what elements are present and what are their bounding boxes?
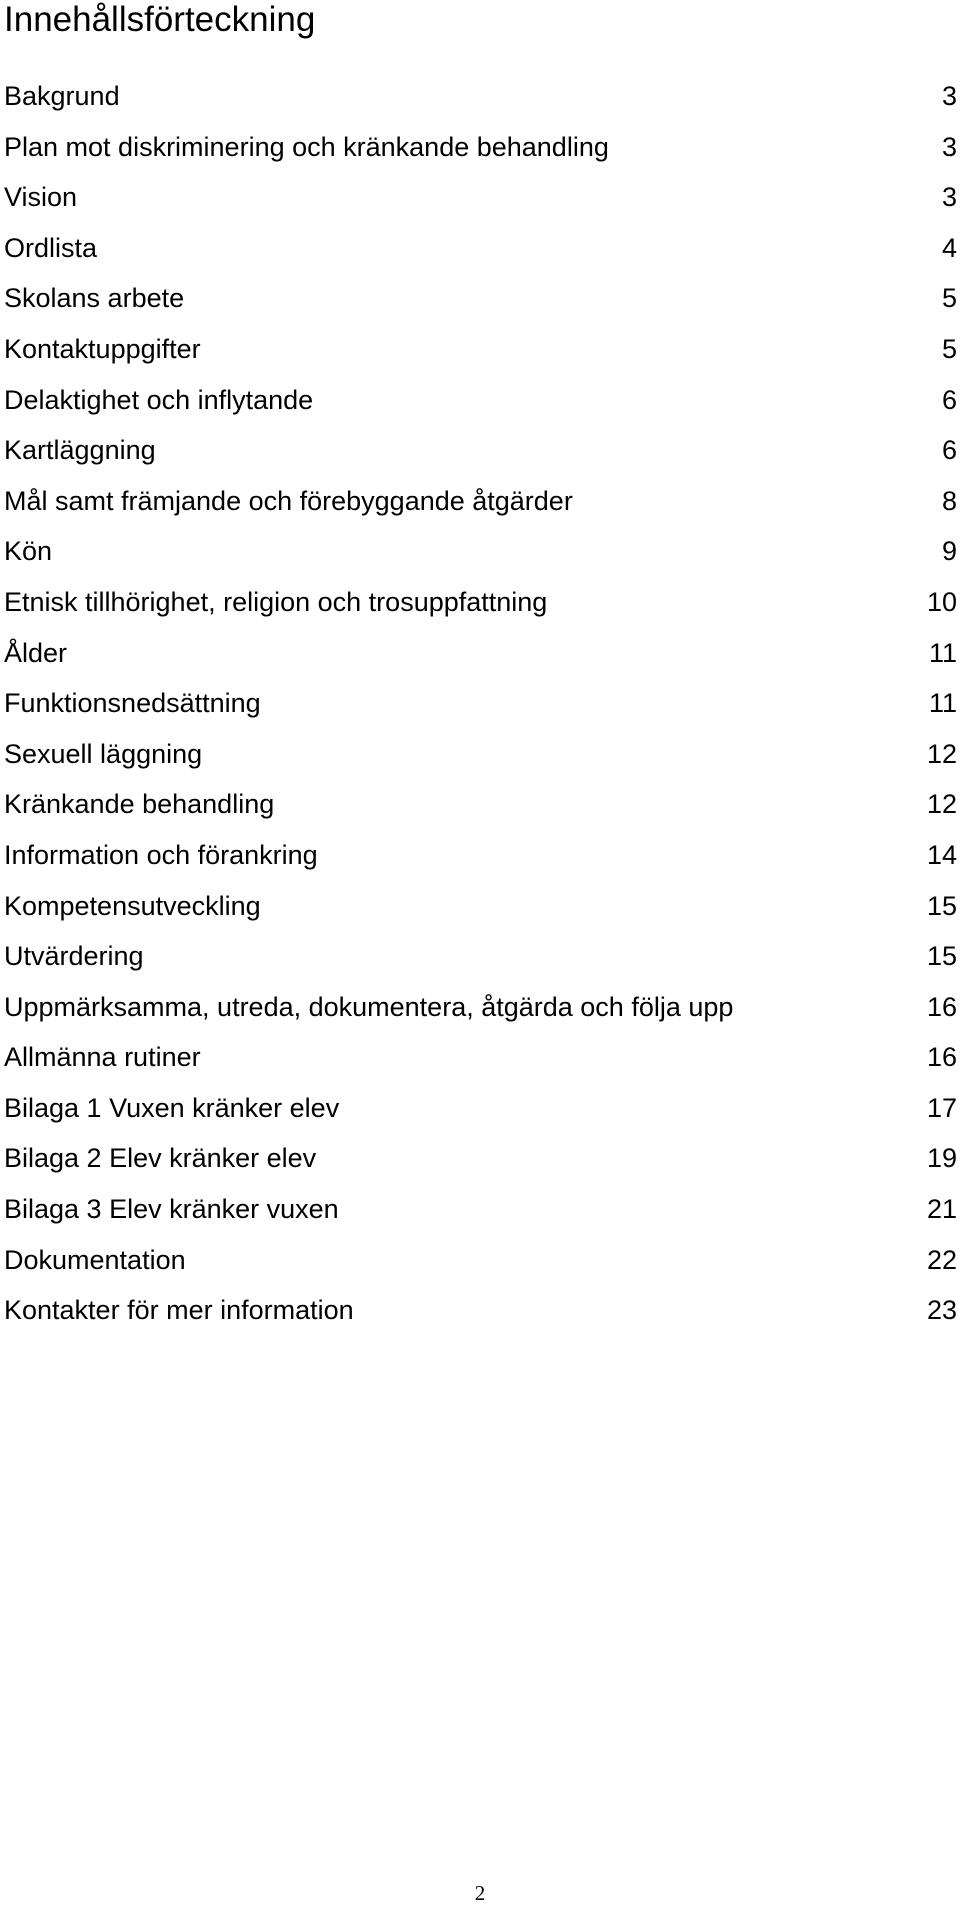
toc-entry-bilaga-2[interactable] — [0, 1142, 960, 1193]
toc-entry-etnisk-tillhorighet[interactable] — [0, 586, 960, 637]
toc-entry-kartlaggning[interactable] — [0, 434, 960, 485]
toc-entry-page-number: 8 — [941, 485, 957, 516]
toc-entry-kompetensutveckling[interactable] — [0, 890, 960, 941]
toc-entry-label: Funktionsnedsättning — [4, 688, 261, 719]
toc-entry-page-number: 11 — [928, 637, 957, 668]
toc-entry-label: Kränkande behandling — [4, 789, 275, 820]
toc-entry-kontakter[interactable] — [0, 1294, 960, 1345]
toc-entry-label: Kartläggning — [4, 435, 156, 466]
toc-entry-label: Bakgrund — [4, 81, 120, 111]
toc-entry-page-number: 5 — [941, 283, 957, 314]
toc-entry-label: Dokumentation — [4, 1244, 186, 1275]
toc-entry-label: Bilaga 1 Vuxen kränker elev — [4, 1092, 340, 1123]
toc-entry-page-number: 14 — [926, 839, 957, 870]
toc-entry-utvardering[interactable] — [0, 940, 960, 991]
toc-entry-sexuell-laggning[interactable] — [0, 738, 960, 789]
toc-entry-label: Bilaga 3 Elev kränker vuxen — [4, 1194, 339, 1225]
toc-entry-kon[interactable] — [0, 535, 960, 586]
toc-entry-label: Bilaga 2 Elev kränker elev — [4, 1143, 317, 1174]
toc-entry-page-number: 23 — [926, 1295, 957, 1326]
toc-heading: Innehållsförteckning — [4, 0, 316, 39]
toc-entry-page-number: 6 — [941, 435, 957, 466]
toc-entry-bilaga-1[interactable] — [0, 1092, 960, 1143]
toc-entry-page-number: 15 — [926, 941, 957, 972]
toc-entry-page-number: 16 — [926, 1042, 957, 1073]
toc-entry-label: Vision — [4, 182, 78, 213]
toc-entry-page-number: 17 — [926, 1092, 957, 1123]
toc-entry-page-number: 12 — [926, 789, 957, 820]
toc-entry-label: Information och förankring — [4, 839, 318, 870]
toc-entry-page-number: 3 — [941, 81, 957, 111]
toc-entry-page-number: 9 — [941, 536, 957, 567]
toc-entry-page-number: 10 — [926, 586, 957, 617]
toc-entry-skolans-arbete[interactable] — [0, 282, 960, 333]
toc-entry-page-number: 19 — [926, 1143, 957, 1174]
toc-entry-label: Ordlista — [4, 232, 98, 263]
toc-entry-label: Kompetensutveckling — [4, 890, 261, 921]
toc-entry-label: Uppmärksamma, utreda, dokumentera, åtgärda och följa upp — [4, 991, 734, 1022]
toc-entry-allmanna-rutiner[interactable] — [0, 1041, 960, 1092]
toc-entry-label: Utvärdering — [4, 941, 144, 972]
toc-entry-bakgrund[interactable] — [0, 80, 960, 131]
toc-entry-page-number: 16 — [926, 991, 957, 1022]
toc-entry-page-number: 3 — [941, 131, 957, 162]
toc-entry-plan-mot-diskriminering[interactable] — [0, 131, 960, 182]
toc-entry-label: Delaktighet och inflytande — [4, 384, 314, 415]
toc-entry-delaktighet[interactable] — [0, 384, 960, 435]
toc-entry-page-number: 21 — [926, 1194, 957, 1225]
table-of-contents — [0, 80, 960, 1345]
toc-entry-bilaga-3[interactable] — [0, 1193, 960, 1244]
toc-entry-page-number: 4 — [941, 232, 957, 263]
toc-entry-page-number: 15 — [926, 890, 957, 921]
toc-entry-information-och-forankring[interactable] — [0, 839, 960, 890]
toc-entry-page-number: 6 — [941, 384, 957, 415]
toc-entry-label: Allmänna rutiner — [4, 1042, 201, 1073]
toc-entry-label: Kön — [4, 536, 53, 567]
toc-entry-page-number: 22 — [926, 1244, 957, 1275]
toc-entry-label: Kontaktuppgifter — [4, 333, 201, 364]
toc-entry-page-number: 5 — [941, 333, 957, 364]
toc-entry-dokumentation[interactable] — [0, 1244, 960, 1295]
toc-entry-funktionsnedsattning[interactable] — [0, 687, 960, 738]
toc-entry-alder[interactable] — [0, 637, 960, 688]
toc-entry-page-number: 12 — [926, 738, 957, 769]
toc-entry-uppmarksamma[interactable] — [0, 991, 960, 1042]
toc-entry-label: Plan mot diskriminering och kränkande behandling — [4, 131, 609, 162]
toc-entry-page-number: 3 — [941, 182, 957, 213]
toc-entry-label: Kontakter för mer information — [4, 1295, 354, 1326]
toc-entry-kontaktuppgifter[interactable] — [0, 333, 960, 384]
toc-entry-label: Sexuell läggning — [4, 738, 203, 769]
toc-entry-ordlista[interactable] — [0, 232, 960, 283]
toc-entry-label: Skolans arbete — [4, 283, 185, 314]
toc-entry-label: Ålder — [4, 637, 68, 668]
toc-entry-label: Mål samt främjande och förebyggande åtgärder — [4, 485, 573, 516]
toc-entry-vision[interactable] — [0, 181, 960, 232]
toc-entry-page-number: 11 — [928, 688, 957, 719]
toc-entry-krankande-behandling[interactable] — [0, 788, 960, 839]
toc-entry-label: Etnisk tillhörighet, religion och trosuppfattning — [4, 586, 548, 617]
footer-page-number: 2 — [474, 1881, 486, 1905]
toc-entry-mal-och-atgarder[interactable] — [0, 485, 960, 536]
